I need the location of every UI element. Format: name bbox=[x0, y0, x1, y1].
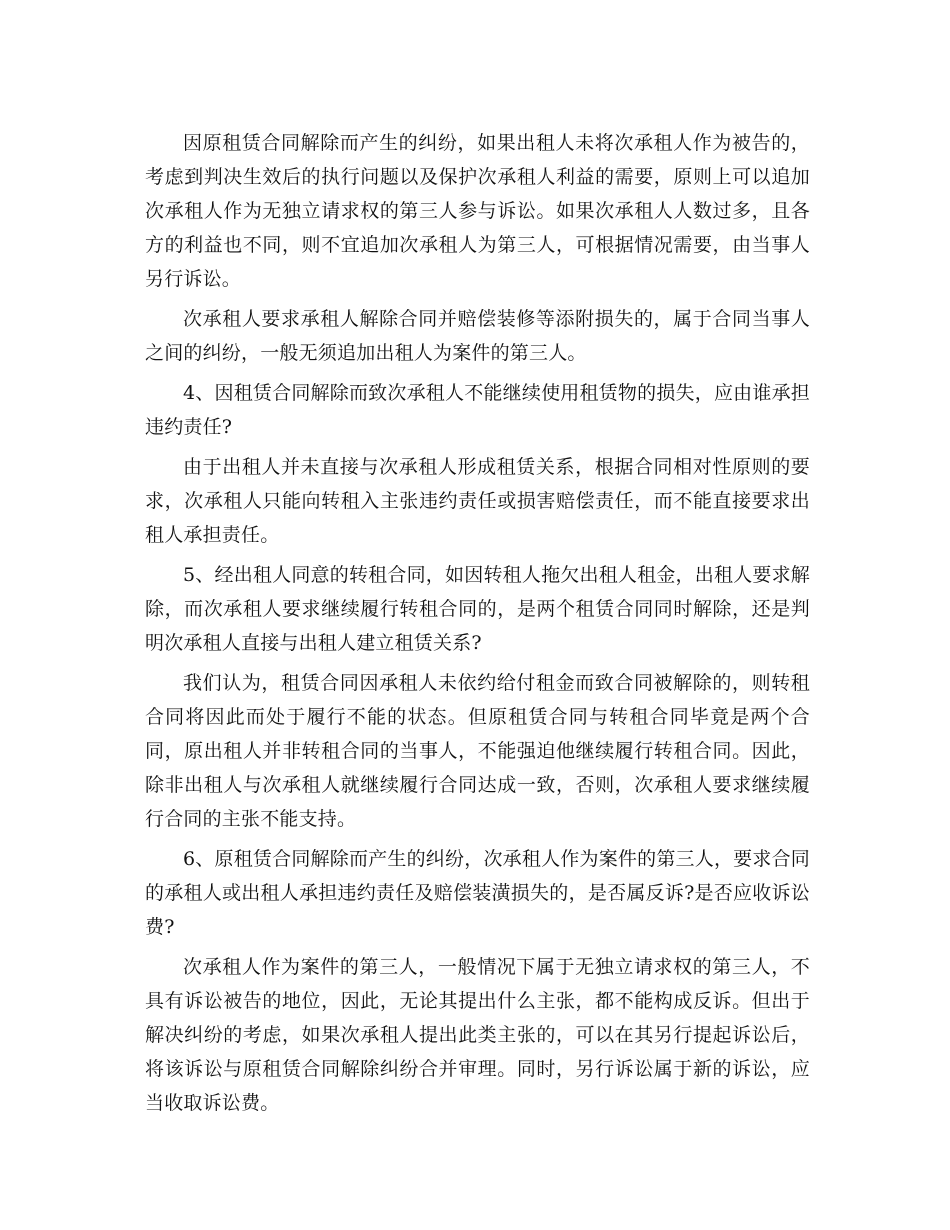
paragraph: 我们认为，租赁合同因承租人未依约给付租金而致合同被解除的，则转租合同将因此而处于履行不能的状态。但原租赁合同与转租合同毕竟是两个合同，原出租人并非转租合同的当事人，不能强迫他继续履行转租合同。因此，除非出租人与次承租人就继续履行合同达成一致，否则，次承租人要求继续履行合同的主张不能支持。 bbox=[145, 672, 810, 830]
paragraph: 因原租赁合同解除而产生的纠纷，如果出租人未将次承租人作为被告的，考虑到判决生效后的执行问题以及保护次承租人利益的需要，原则上可以追加次承租人作为无独立请求权的第三人参与诉讼。如果次承租人人数过多，且各方的利益也不同，则不宜追加次承租人为第三人，可根据情况需要，由当事人另行诉讼。 bbox=[145, 132, 810, 290]
question-paragraph: 5、经出租人同意的转租合同，如因转租人拖欠出租人租金，出租人要求解除，而次承租人要求继续履行转租合同的，是两个租赁合同同时解除，还是判明次承租人直接与出租人建立租赁关系? bbox=[145, 564, 810, 654]
question-paragraph: 4、因租赁合同解除而致次承租人不能继续使用租赁物的损失，应由谁承担违约责任? bbox=[145, 382, 810, 438]
paragraph: 次承租人作为案件的第三人，一般情况下属于无独立请求权的第三人，不具有诉讼被告的地位，因此，无论其提出什么主张，都不能构成反诉。但出于解决纠纷的考虑，如果次承租人提出此类主张的，可以在其另行提起诉讼后，将该诉讼与原租赁合同解除纠纷合并审理。同时，另行诉讼属于新的诉讼，应当收取诉讼费。 bbox=[145, 956, 810, 1114]
paragraph: 次承租人要求承租人解除合同并赔偿装修等添附损失的，属于合同当事人之间的纠纷，一般无须追加出租人为案件的第三人。 bbox=[145, 308, 810, 364]
paragraph: 由于出租人并未直接与次承租人形成租赁关系，根据合同相对性原则的要求，次承租人只能向转租入主张违约责任或损害赔偿责任，而不能直接要求出租人承担责任。 bbox=[145, 456, 810, 546]
document-body bbox=[145, 126, 810, 1126]
question-paragraph: 6、原租赁合同解除而产生的纠纷，次承租人作为案件的第三人，要求合同的承租人或出租人承担违约责任及赔偿装潢损失的，是否属反诉?是否应收诉讼费? bbox=[145, 848, 810, 938]
